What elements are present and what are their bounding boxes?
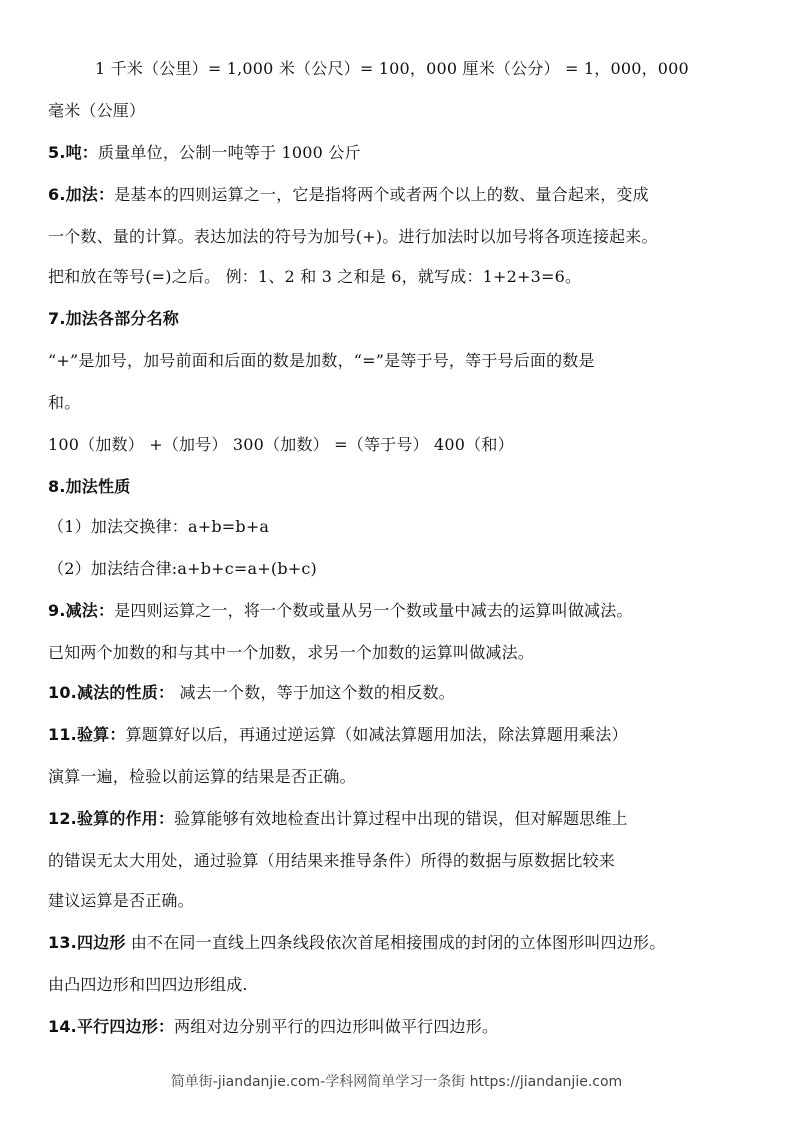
term-heading: 13.四边形	[48, 933, 126, 952]
term-definition: 算题算好以后，再通过逆运算（如减法算题用加法，除法算题用乘法）	[125, 725, 628, 744]
text-line	[48, 682, 768, 704]
text-line	[48, 724, 768, 746]
term-heading: 9.减法：	[48, 601, 115, 620]
text-line: 建议运算是否正确。	[48, 891, 194, 910]
term-definition: 验算能够有效地检查出计算过程中出现的错误，但对解题思维上	[174, 809, 628, 828]
text-line: （2）加法结合律:a+b+c=a+(b+c)	[48, 559, 317, 578]
text-line: 把和放在等号(=)之后。 例：1、2 和 3 之和是 6，就写成：1+2+3=6。	[48, 267, 582, 286]
text-line: 1 千米（公里）= 1,000 米（公尺）= 100，000 厘米（公分） = 1，000，000	[95, 59, 689, 78]
text-line: 演算一遍，检验以前运算的结果是否正确。	[48, 767, 356, 786]
text-line: 已知两个加数的和与其中一个加数，求另一个加数的运算叫做减法。	[48, 643, 535, 662]
page-footer: 简单街-jiandanjie.com-学科网简单学习一条街 https://jiandanjie.com	[170, 1074, 623, 1090]
text-line: 和。	[48, 393, 81, 412]
text-line	[48, 932, 768, 954]
term-definition: 减去一个数，等于加这个数的相反数。	[174, 683, 455, 702]
term-heading: 6.加法：	[48, 185, 115, 204]
text-line: 由凸四边形和凹四边形组成.	[48, 975, 248, 994]
section-heading: 8.加法性质	[48, 477, 131, 496]
term-definition: 由不在同一直线上四条线段依次首尾相接围成的封闭的立体图形叫四边形。	[125, 933, 666, 952]
term-heading: 11.验算：	[48, 725, 126, 744]
term-heading: 12.验算的作用：	[48, 809, 175, 828]
text-line: 一个数、量的计算。表达加法的符号为加号(+)。进行加法时以加号将各项连接起来。	[48, 227, 658, 246]
term-heading: 10.减法的性质：	[48, 683, 175, 702]
term-heading: 14.平行四边形：	[48, 1017, 175, 1036]
term-definition: 是基本的四则运算之一，它是指将两个或者两个以上的数、量合起来，变成	[114, 185, 649, 204]
text-line	[48, 808, 768, 830]
text-line	[48, 184, 768, 206]
term-definition: 质量单位，公制一吨等于 1000 公斤	[98, 143, 361, 162]
text-line: （1）加法交换律：a+b=b+a	[48, 517, 270, 536]
text-line: 毫米（公厘）	[48, 101, 146, 120]
text-line	[48, 1016, 768, 1038]
term-definition: 两组对边分别平行的四边形叫做平行四边形。	[174, 1017, 499, 1036]
text-line	[48, 600, 768, 622]
text-line: “+”是加号，加号前面和后面的数是加数，“=”是等于号，等于号后面的数是	[48, 351, 595, 370]
text-line: 100（加数） +（加号） 300（加数） =（等于号） 400（和）	[48, 435, 514, 454]
term-definition: 是四则运算之一，将一个数或量从另一个数或量中减去的运算叫做减法。	[114, 601, 633, 620]
text-line	[48, 142, 768, 164]
text-line: 的错误无太大用处，通过验算（用结果来推导条件）所得的数据与原数据比较来	[48, 851, 616, 870]
term-heading: 5.吨：	[48, 143, 99, 162]
section-heading: 7.加法各部分名称	[48, 309, 180, 328]
